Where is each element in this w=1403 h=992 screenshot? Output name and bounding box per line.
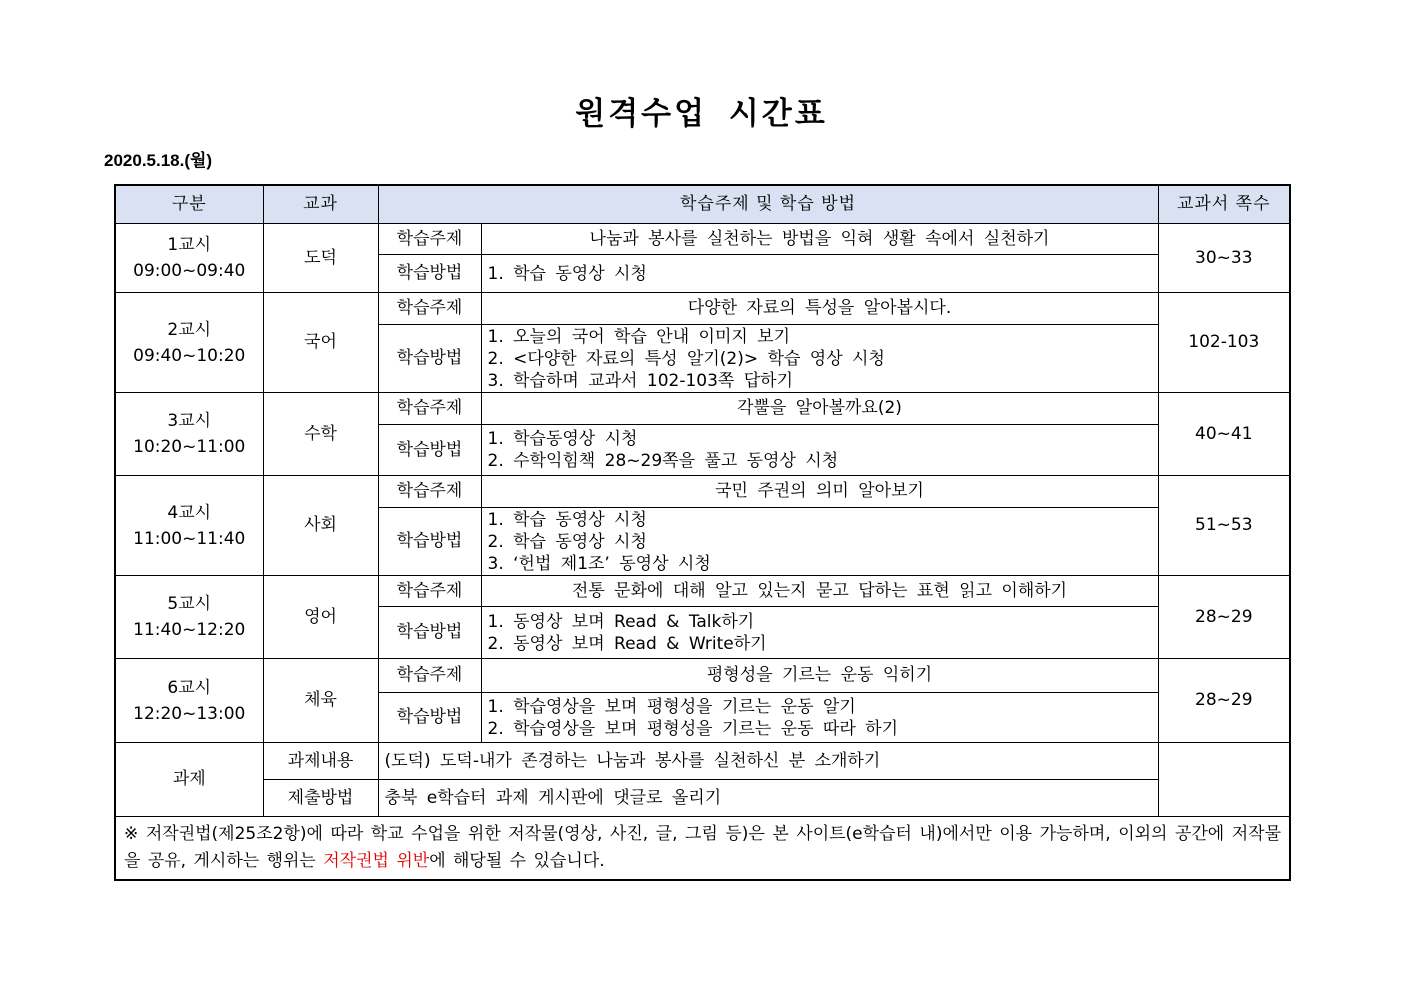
period-row: [115, 393, 1290, 425]
notice-highlight: 저작권법 위반: [323, 851, 430, 871]
method-item: 1. 학습 동영상 시청: [487, 509, 647, 530]
assignment-submit-label: 제출방법: [263, 780, 378, 817]
period-row: [115, 659, 1290, 693]
subject-cell: 국어: [263, 293, 378, 393]
method-list: [481, 255, 1158, 293]
topic-label: 학습주제: [378, 293, 481, 325]
assignment-label: 과제: [115, 743, 263, 817]
topic-text: 국민 주권의 의미 알아보기: [481, 476, 1158, 508]
period-row: [115, 576, 1290, 607]
pages-cell: 102-103: [1158, 293, 1290, 393]
assignment-content: (도덕) 도덕-내가 존경하는 나눔과 봉사를 실천하신 분 소개하기: [378, 743, 1158, 780]
subject-cell: 도덕: [263, 224, 378, 293]
method-item: 1. 학습동영상 시청: [487, 429, 638, 449]
subject-cell: 영어: [263, 576, 378, 659]
period-cell: [115, 576, 263, 659]
period-time: 11:00~11:40: [133, 528, 246, 549]
period-cell: [115, 293, 263, 393]
method-list: [481, 693, 1158, 743]
period-row: [115, 224, 1290, 255]
pages-cell: 51~53: [1158, 476, 1290, 576]
topic-label: 학습주제: [378, 393, 481, 425]
period-row: [115, 476, 1290, 508]
method-label: 학습방법: [378, 325, 481, 393]
assignment-row: [115, 780, 1290, 817]
topic-text: 전통 문화에 대해 알고 있는지 묻고 답하는 표현 읽고 이해하기: [481, 576, 1158, 607]
topic-label: 학습주제: [378, 224, 481, 255]
method-item: 1. 학습 동영상 시청: [487, 263, 647, 284]
subject-cell: 수학: [263, 393, 378, 476]
method-item: 1. 동영상 보며 Read & Talk하기: [487, 611, 755, 632]
subject-cell: 사회: [263, 476, 378, 576]
method-label: 학습방법: [378, 255, 481, 293]
header-topic-method: 학습주제 및 학습 방법: [378, 185, 1158, 224]
period-label: 4교시: [167, 502, 212, 523]
method-label: 학습방법: [378, 607, 481, 659]
period-cell: [115, 476, 263, 576]
pages-cell: 30~33: [1158, 224, 1290, 293]
method-item: 2. 학습 동영상 시청: [487, 531, 647, 552]
period-label: 2교시: [167, 319, 212, 340]
header-row: [115, 185, 1290, 224]
notice-text-end: 에 해당될 수 있습니다.: [429, 851, 605, 871]
method-item: 1. 학습영상을 보며 평형성을 기르는 운동 알기: [487, 696, 856, 717]
pages-cell: 40~41: [1158, 393, 1290, 476]
period-cell: [115, 659, 263, 743]
assignment-content-label: 과제내용: [263, 743, 378, 780]
method-list: [481, 325, 1158, 393]
topic-text: 평형성을 기르는 운동 익히기: [481, 659, 1158, 693]
header-pages: 교과서 쪽수: [1158, 185, 1290, 224]
assignment-pages-cell: [1158, 743, 1290, 817]
method-item: 2. 수학익힘책 28~29쪽을 풀고 동영상 시청: [487, 451, 839, 471]
method-list: [481, 425, 1158, 476]
method-item: 3. ‘헌법 제1조’ 동영상 시청: [487, 553, 711, 574]
period-label: 6교시: [167, 677, 212, 698]
period-row: [115, 293, 1290, 325]
assignment-row: [115, 743, 1290, 780]
period-cell: [115, 393, 263, 476]
method-label: 학습방법: [378, 693, 481, 743]
pages-cell: 28~29: [1158, 576, 1290, 659]
topic-label: 학습주제: [378, 659, 481, 693]
period-cell: [115, 224, 263, 293]
method-item: 1. 오늘의 국어 학습 안내 이미지 보기: [487, 326, 791, 347]
topic-label: 학습주제: [378, 576, 481, 607]
period-time: 10:20~11:00: [133, 437, 246, 457]
method-label: 학습방법: [378, 508, 481, 576]
notice-row: [115, 817, 1290, 881]
method-list: [481, 607, 1158, 659]
topic-text: 나눔과 봉사를 실천하는 방법을 익혀 생활 속에서 실천하기: [481, 224, 1158, 255]
period-label: 3교시: [167, 411, 212, 431]
assignment-submit: 충북 e학습터 과제 게시판에 댓글로 올리기: [378, 780, 1158, 817]
topic-label: 학습주제: [378, 476, 481, 508]
subject-cell: 체육: [263, 659, 378, 743]
topic-text: 각뿔을 알아볼까요(2): [481, 393, 1158, 425]
period-time: 09:40~10:20: [133, 345, 246, 366]
period-time: 11:40~12:20: [133, 620, 246, 640]
period-time: 09:00~09:40: [133, 261, 246, 281]
method-label: 학습방법: [378, 425, 481, 476]
method-item: 2. 학습영상을 보며 평형성을 기르는 운동 따라 하기: [487, 718, 898, 739]
period-label: 1교시: [167, 235, 212, 255]
period-label: 5교시: [167, 594, 212, 614]
pages-cell: 28~29: [1158, 659, 1290, 743]
method-item: 2. 동영상 보며 Read & Write하기: [487, 633, 767, 654]
date-label: 2020.5.18.(월): [104, 151, 213, 170]
method-item: 2. <다양한 자료의 특성 알기(2)> 학습 영상 시청: [487, 348, 885, 369]
period-time: 12:20~13:00: [133, 703, 246, 724]
header-category: 구분: [115, 185, 263, 224]
header-subject: 교과: [263, 185, 378, 224]
copyright-notice: [115, 817, 1290, 881]
timetable: [114, 184, 1291, 881]
topic-text: 다양한 자료의 특성을 알아봅시다.: [481, 293, 1158, 325]
page-title: 원격수업 시간표: [575, 96, 828, 132]
method-list: [481, 508, 1158, 576]
notice-text: ※ 저작권법(제25조2항)에 따라 학교 수업을 위한 저작물(영상, 사진, 글, 그림 등)은 본 사이트(e학습터 내)에서만 이용 가능하며, 이외의 공간에 저작물을 공유, 게시하는 행위는: [124, 824, 1282, 871]
method-item: 3. 학습하며 교과서 102-103쪽 답하기: [487, 370, 794, 391]
